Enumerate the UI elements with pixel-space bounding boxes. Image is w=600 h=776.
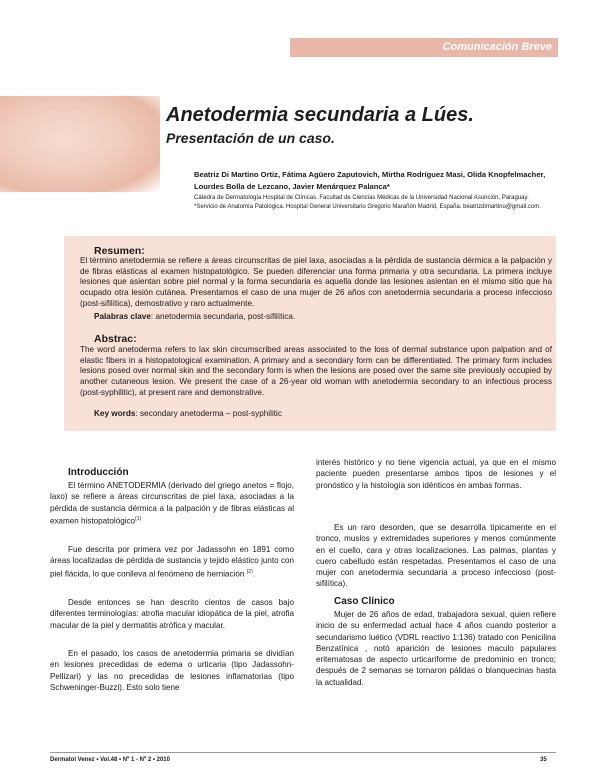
intro-paragraph-1: El término ANETODERMIA (derivado del griego anetos = flojo, laxo) se refiere a áreas circunscritas de piel laxa, asociadas a la pérdida de sustancia dérmica a la palpación y de fibras elásticas al examen histopatológico$^{(1)}$ xyxy=(50,481,294,526)
abstract-keywords xyxy=(94,409,282,420)
section-divider xyxy=(290,56,558,57)
keywords-label-en: Key words xyxy=(94,409,136,418)
intro-paragraph-3: Desde entonces se han descrito cientos de casos bajo diferentes terminologías: atrofia macular idiopática de la piel, atrofia macular de la piel y dermatitis atrófica y macular. xyxy=(50,598,294,630)
resumen-heading: Resumen: xyxy=(94,245,145,257)
intro-paragraph-4-cont: interés histórico y no tiene vigencia actual, ya que en el mismo paciente pueden presentarse ambos tipos de lesiones y el pronóstico y la histología son idénticos en ambas formas. xyxy=(316,458,556,490)
citation-2: (2) xyxy=(246,568,253,575)
keywords-text-en: : secondary anetoderma – post-syphilitic xyxy=(135,409,282,418)
affiliations xyxy=(194,194,564,212)
case-heading: Caso Clínico xyxy=(334,596,395,607)
author-list: Beatriz Di Martino Ortiz, Fátima Agüero Zaputovich, Mirtha Rodríguez Masi, Olida Knopfelmacher, Lourdes Bolla de Lezcano, Javier Menárquez Palanca* xyxy=(194,170,546,191)
intro-paragraph-2: Fue descrita por primera vez por Jadassohn en 1891 como áreas localizadas de pérdida de sustancia y tejido elástico junto con piel flácida, lo que conlleva al fenómeno de herniación $^{(2)}$. xyxy=(50,545,294,579)
resumen-keywords xyxy=(94,312,295,323)
intro-heading: Introducción xyxy=(68,467,129,478)
keywords-label: Palabras clave xyxy=(94,312,151,321)
keywords-text: : anetodermia secundaria, post-sifilítica. xyxy=(150,312,296,321)
skin-texture-image xyxy=(0,96,160,192)
resumen-text: El término anetodermia se refiere a áreas circunscritas de piel laxa, asociadas a la pérdida de sustancia dérmica a la palpación y de fibras elásticas al examen histopatológico. Se pueden diferenciar una forma primaria y otra secundaria. La primera incluye lesiones que asientan sobre piel normal y la forma secundaria es aquella donde las lesiones asientan en el mismo sitio que ha ocupado otra lesión cutánea. Presentamos el caso de una mujer de 26 años con anetodermia secundaria a proceso infeccioso (post-sifilítica), demostrativo y raro actualmente. xyxy=(80,256,552,308)
affiliation-2: *Servicio de Anatomía Patológica. Hospital General Universitario Gregorio Marañón Madrid, España. beatrizdimartino@gmail.com. xyxy=(194,204,541,210)
page-number: 35 xyxy=(540,757,547,763)
footer-divider xyxy=(50,752,556,753)
section-label: Comunicación Breve xyxy=(290,38,558,56)
citation-1: (1) xyxy=(135,515,142,522)
intro-paragraph-5: Es un raro desorden, que se desarrolla típicamente en el tronco, muslos y extremidades superiores y menos comúnmente en el cuello, cara y otras localizaciones. Las palmas, plantas y cuero cabelludo están respetadas. Presentamos el caso de una mujer con anetodermia secundaria a proceso infeccioso (post-sifilítica). xyxy=(316,523,556,589)
article-title: Anetodermia secundaria a Lúes. xyxy=(166,104,474,126)
abstract-heading: Abstrac: xyxy=(94,333,137,345)
case-paragraph: Mujer de 26 años de edad, trabajadora sexual, quien refiere inicio de su enfermedad actual hace 4 años cuando posterior a secundarismo luético (VDRL reactivo 1:136) tratado con Penicilina Benzatínica , notó aparición de lesiones maculo papulares eritematosas de aspecto urticariforme de predominio en tronco; después de 2 semanas se tornaron pálidas o blanquecinas hasta la actualidad. xyxy=(316,610,556,687)
article-subtitle: Presentación de un caso. xyxy=(166,130,335,146)
journal-citation: Dermatol Venez • Vol.48 • Nº 1 - Nº 2 • 2010 xyxy=(50,757,170,763)
intro-paragraph-4: En el pasado, los casos de anetodermia primaria se dividían en lesiones precedidas de edema o urticaria (tipo Jadassohn-Pellizari) y las no precedidas de lesiones inflamatorias (tipo Schweninger-Buzzi). Esto solo tiene xyxy=(50,649,294,692)
abstract-text: The word anetoderma refers to lax skin circumscribed areas associated to the loss of dermal substance upon palpation and of elastic fibers in a histopatological examination. A primary and a secondary form can be differentiated. The primary form includes lesions posed over normal skin and the secondary form is when the lesions are posed over the same site previously occupied by another cutaneous lesion. We present the case of a 26-year old woman with anetodermia secondary to an infectious process (post-syphilitic), at present rare and demonstrative. xyxy=(80,345,552,397)
affiliation-1: Cátedra de Dermatología Hospital de Clínicas. Facultad de Ciencias Médicas de la Universidad Nacional Asunción, Paraguay. xyxy=(194,195,529,201)
